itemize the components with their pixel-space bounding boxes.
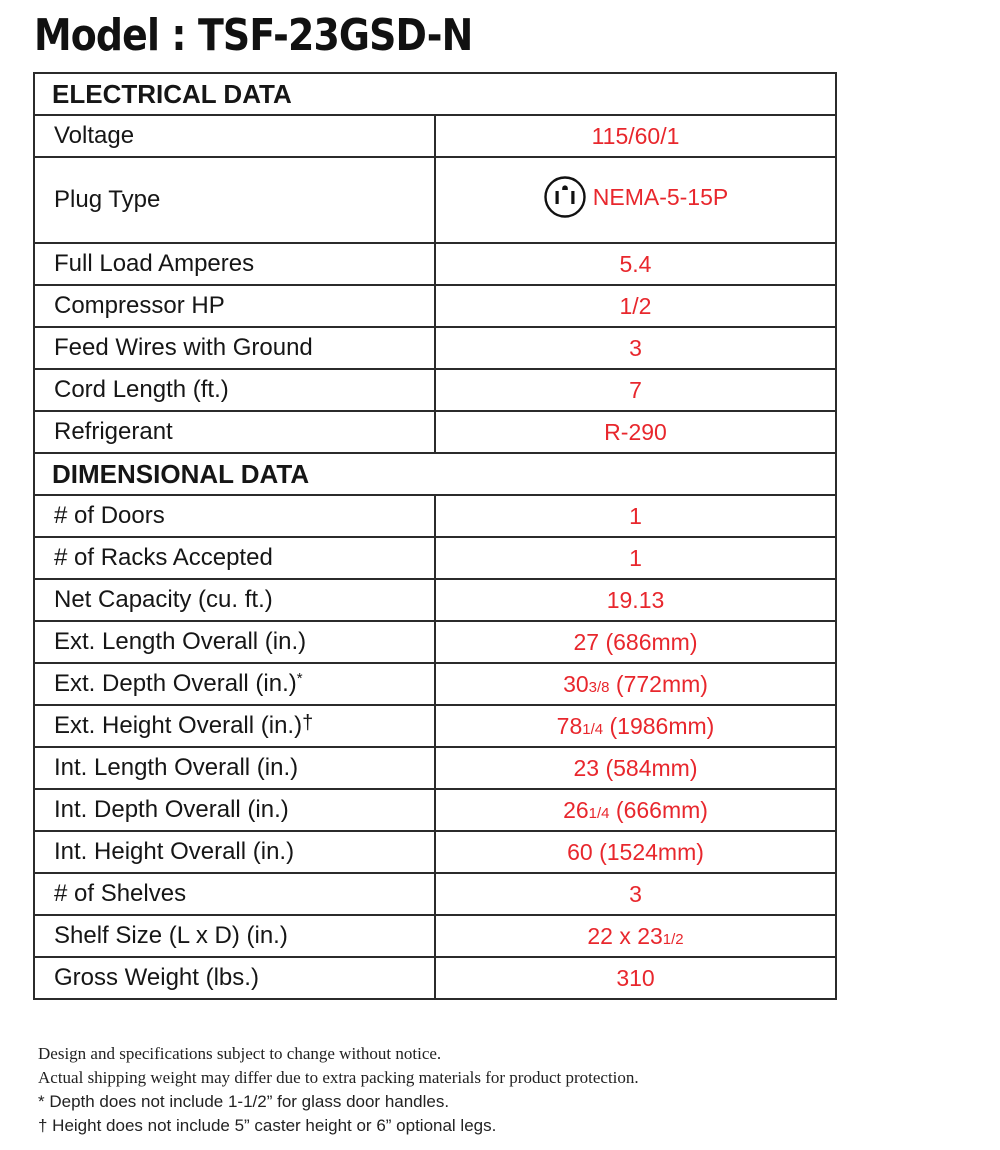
int-depth-fraction: 1/4 [588,804,610,822]
table-row [34,831,836,873]
row-label-int-depth: Int. Depth Overall (in.) [34,789,435,831]
row-label-racks: # of Racks Accepted [34,537,435,579]
row-value-int-length: 23 (584mm) [435,747,836,789]
ext-height-fraction: 1/4 [582,720,604,738]
spec-table [33,72,837,1000]
table-row [34,747,836,789]
row-label-plug-type: Plug Type [34,157,435,243]
row-value-refrigerant: R-290 [435,411,836,453]
shelf-size-fraction: 1/2 [662,930,684,948]
row-label-gross-weight: Gross Weight (lbs.) [34,957,435,999]
ext-height-label-text: Ext. Height Overall (in.) [54,712,303,739]
int-depth-whole: 26 [563,796,589,823]
row-value-voltage: 115/60/1 [435,115,836,157]
row-value-plug-type [435,157,836,243]
row-label-int-length: Int. Length Overall (in.) [34,747,435,789]
note-depth-asterisk: * Depth does not include 1-1/2” for glass door handles. [38,1092,450,1111]
table-row [34,663,836,705]
table-row [34,705,836,747]
row-label-shelf-size: Shelf Size (L x D) (in.) [34,915,435,957]
row-value-ext-depth [435,663,836,705]
table-row [34,115,836,157]
note-design-change: Design and specifications subject to change without notice. [38,1044,442,1063]
model-title: Model : TSF-23GSD-N [34,10,473,61]
table-row [34,495,836,537]
row-value-int-height: 60 (1524mm) [435,831,836,873]
row-value-shelves: 3 [435,873,836,915]
table-row [34,243,836,285]
section-row-electrical [34,73,836,115]
section-row-dimensional [34,453,836,495]
row-value-doors: 1 [435,495,836,537]
table-row [34,369,836,411]
row-value-ext-length: 27 (686mm) [435,621,836,663]
plug-type-group [543,175,728,219]
table-row [34,285,836,327]
table-row [34,579,836,621]
row-value-ext-height [435,705,836,747]
section-heading-electrical: ELECTRICAL DATA [34,73,836,115]
table-row [34,915,836,957]
table-row [34,537,836,579]
table-row [34,957,836,999]
table-row [34,873,836,915]
row-value-int-depth [435,789,836,831]
ext-height-metric: (1986mm) [603,712,715,739]
row-label-ext-length: Ext. Length Overall (in.) [34,621,435,663]
ext-depth-whole: 30 [563,670,589,697]
int-depth-metric: (666mm) [609,796,708,823]
note-height-dagger: † Height does not include 5” caster height or 6” optional legs. [38,1116,497,1135]
table-row [34,157,836,243]
row-value-gross-weight: 310 [435,957,836,999]
plug-type-text: NEMA-5-15P [592,183,729,210]
row-label-feed-wires: Feed Wires with Ground [34,327,435,369]
ext-depth-label-text: Ext. Depth Overall (in.) [54,670,297,697]
row-label-full-load-amperes: Full Load Amperes [34,243,435,285]
shelf-size-whole: 22 x 23 [587,922,663,949]
table-row [34,411,836,453]
asterisk-mark: * [296,670,303,687]
row-label-refrigerant: Refrigerant [34,411,435,453]
table-row [34,621,836,663]
row-label-ext-depth [34,663,435,705]
row-label-compressor-hp: Compressor HP [34,285,435,327]
ext-depth-metric: (772mm) [609,670,708,697]
row-value-compressor-hp: 1/2 [435,285,836,327]
row-label-net-capacity: Net Capacity (cu. ft.) [34,579,435,621]
table-row [34,327,836,369]
ext-depth-fraction: 3/8 [588,678,610,696]
table-row [34,789,836,831]
note-shipping-weight: Actual shipping weight may differ due to extra packing materials for product protection. [38,1068,639,1087]
dagger-mark: † [302,712,314,734]
footnotes [38,1042,938,1138]
row-value-racks: 1 [435,537,836,579]
row-label-cord-length: Cord Length (ft.) [34,369,435,411]
row-label-voltage: Voltage [34,115,435,157]
nema-plug-icon [543,175,587,219]
row-value-feed-wires: 3 [435,327,836,369]
ext-height-whole: 78 [556,712,583,739]
row-value-full-load-amperes: 5.4 [435,243,836,285]
row-label-int-height: Int. Height Overall (in.) [34,831,435,873]
row-value-net-capacity: 19.13 [435,579,836,621]
row-label-shelves: # of Shelves [34,873,435,915]
row-label-ext-height [34,705,435,747]
row-value-cord-length: 7 [435,369,836,411]
row-value-shelf-size [435,915,836,957]
section-heading-dimensional: DIMENSIONAL DATA [34,453,836,495]
row-label-doors: # of Doors [34,495,435,537]
